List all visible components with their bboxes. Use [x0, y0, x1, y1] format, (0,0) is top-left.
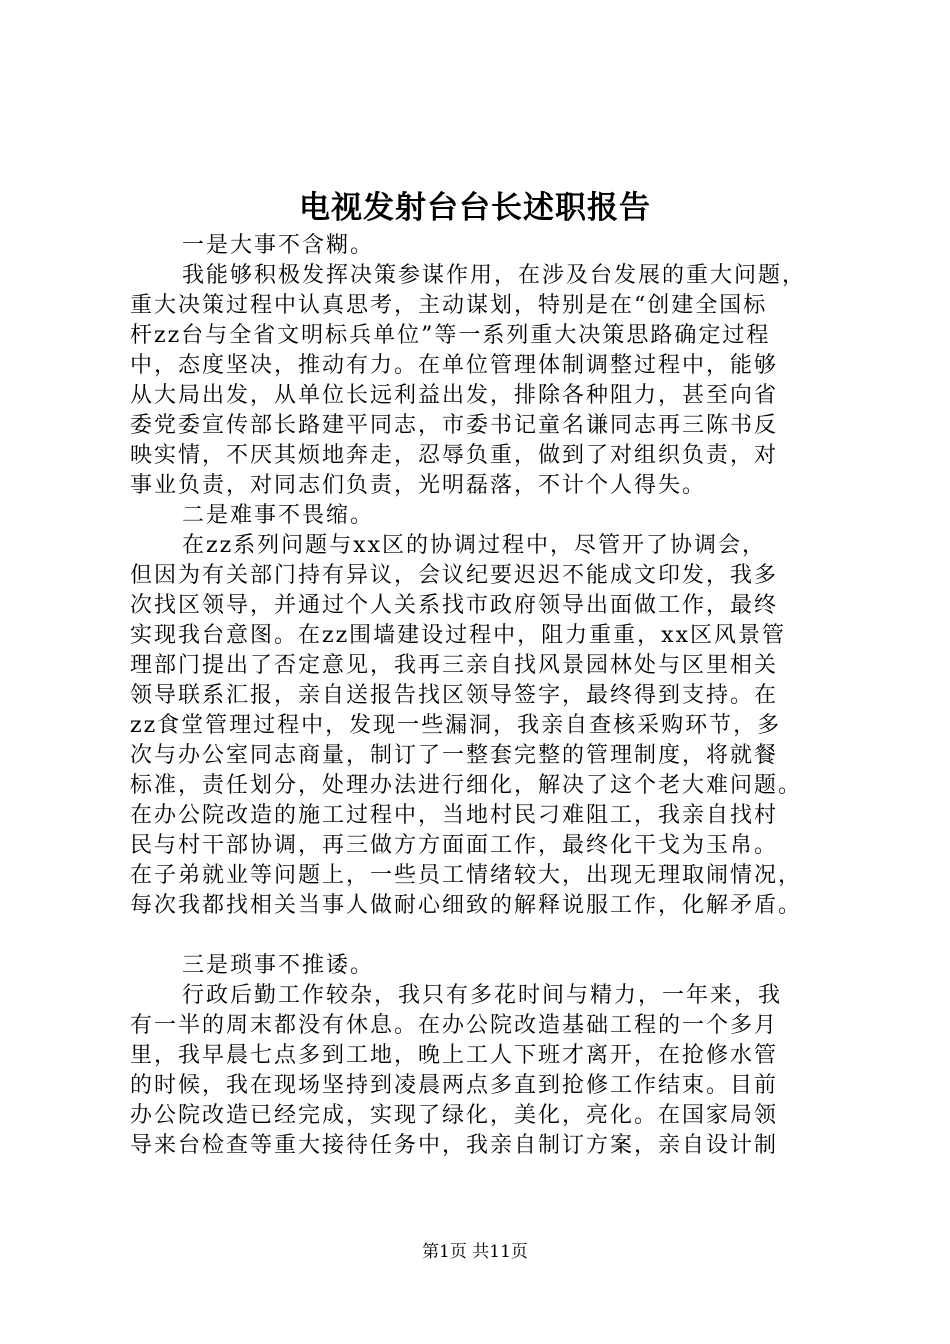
- paragraph-1-line: 委党委宣传部长路建平同志，市委书记童名谦同志再三陈书反: [130, 413, 779, 438]
- paragraph-2-line: 在zz系列问题与xx区的协调过程中，尽管开了协调会，: [182, 533, 766, 558]
- paragraph-2-line: 但因为有关部门持有异议，会议纪要迟迟不能成文印发，我多: [130, 563, 779, 588]
- paragraph-1-line: 映实情，不厌其烦地奔走，忍辱负重，做到了对组织负责，对: [130, 443, 779, 468]
- paragraph-1-line: 从大局出发，从单位长远利益出发，排除各种阻力，甚至向省: [130, 383, 779, 408]
- blank-line: [130, 921, 850, 951]
- paragraph-3-line: 导来台检查等重大接待任务中，我亲自制订方案，亲自设计制: [130, 1133, 779, 1158]
- paragraph-2-line: 每次我都找相关当事人做耐心细致的解释说服工作，化解矛盾。: [130, 893, 803, 918]
- paragraph-1-line: 杆zz台与全省文明标兵单位”等一系列重大决策思路确定过程: [130, 323, 771, 348]
- paragraph-2-line: 标准，责任划分，处理办法进行细化，解决了这个老大难问题。: [130, 773, 803, 798]
- paragraph-2-line: 在子弟就业等问题上，一些员工情绪较大，出现无理取闹情况，: [130, 863, 803, 888]
- paragraph-1-line: 我能够积极发挥决策参谋作用，在涉及台发展的重大问题，: [182, 263, 807, 288]
- paragraph-3-line: 里，我早晨七点多到工地，晚上工人下班才离开，在抢修水管: [130, 1043, 779, 1068]
- paragraph-3-line: 的时候，我在现场坚持到凌晨两点多直到抢修工作结束。目前: [130, 1073, 779, 1098]
- section-heading-3: 三是琐事不推诿。: [182, 953, 375, 978]
- document-title: 电视发射台台长述职报告: [299, 190, 651, 226]
- paragraph-2-line: 民与村干部协调，再三做方方面面工作，最终化干戈为玉帛。: [130, 833, 779, 858]
- paragraph-3-line: 办公院改造已经完成，实现了绿化，美化，亮化。在国家局领: [130, 1103, 779, 1128]
- paragraph-2-line: 实现我台意图。在zz围墙建设过程中，阻力重重，xx区风景管: [130, 623, 786, 648]
- paragraph-2-line: 次与办公室同志商量，制订了一整套完整的管理制度，将就餐: [130, 743, 779, 768]
- page-number-footer: 第1页 共11页: [422, 1242, 528, 1262]
- paragraph-3-line: 行政后勤工作较杂，我只有多花时间与精力，一年来，我: [182, 983, 783, 1008]
- paragraph-2-line: 领导联系汇报，亲自送报告找区领导签字，最终得到支持。在: [130, 683, 779, 708]
- document-body: [130, 231, 850, 1161]
- paragraph-2-line: 理部门提出了否定意见，我再三亲自找风景园林处与区里相关: [130, 653, 779, 678]
- paragraph-1-line: 中，态度坚决，推动有力。在单位管理体制调整过程中，能够: [130, 353, 779, 378]
- section-heading-2: 二是难事不畏缩。: [182, 503, 375, 528]
- paragraph-2-line: 次找区领导，并通过个人关系找市政府领导出面做工作，最终: [130, 593, 779, 618]
- paragraph-1-line: 重大决策过程中认真思考，主动谋划，特别是在“创建全国标: [130, 293, 768, 318]
- paragraph-1-line: 事业负责，对同志们负责，光明磊落，不计个人得失。: [130, 473, 707, 498]
- paragraph-2-line: zz食堂管理过程中，发现一些漏洞，我亲自查核采购环节，多: [130, 713, 782, 738]
- paragraph-2-line: 在办公院改造的施工过程中，当地村民刁难阻工，我亲自找村: [130, 803, 779, 828]
- section-heading-1: 一是大事不含糊。: [182, 233, 375, 258]
- paragraph-3-line: 有一半的周末都没有休息。在办公院改造基础工程的一个多月: [130, 1013, 779, 1038]
